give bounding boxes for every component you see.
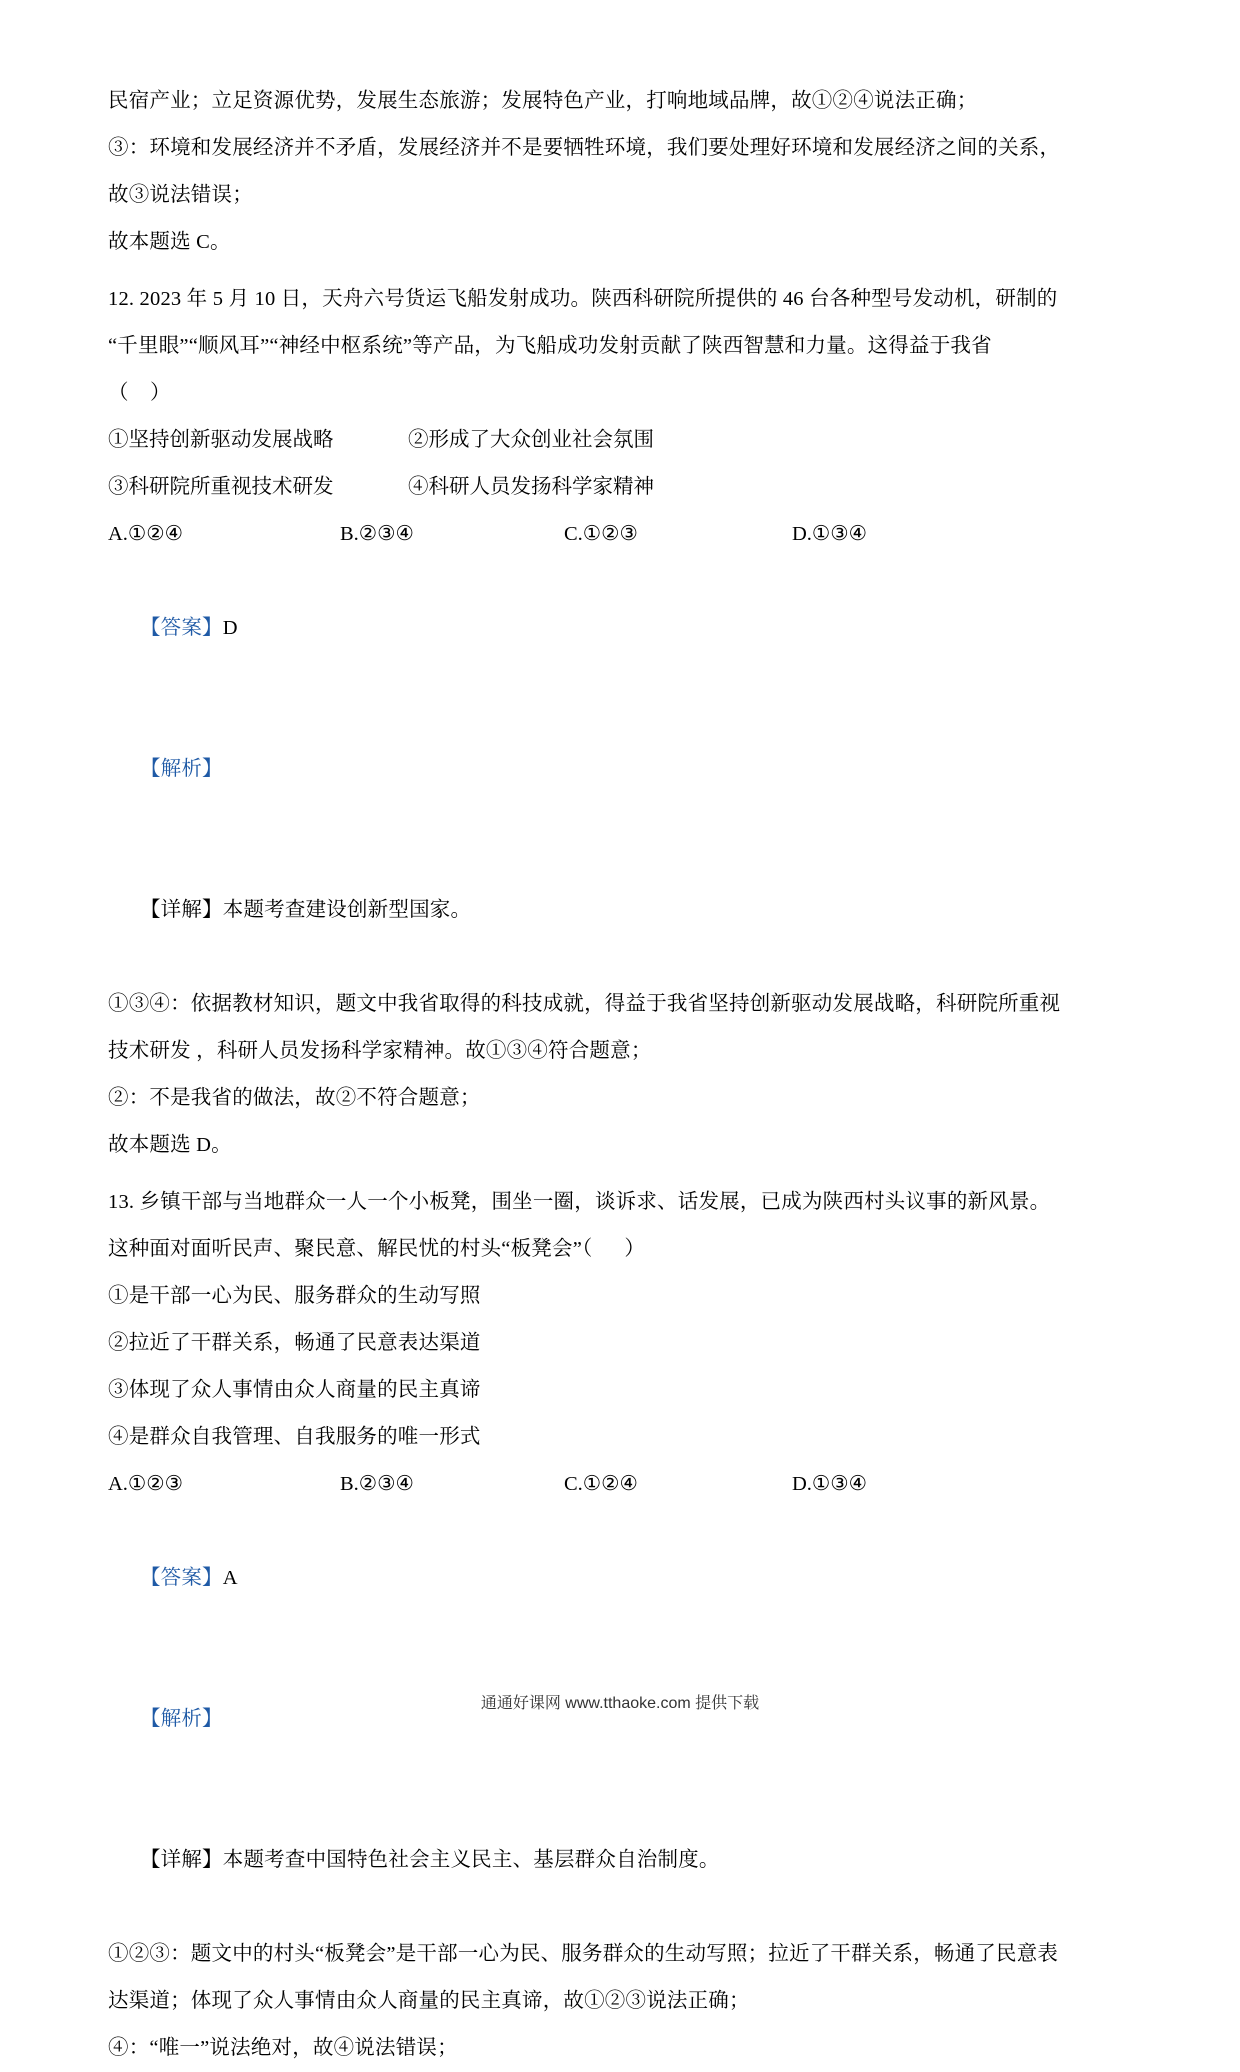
question-13-item-1: ①是干部一心为民、服务群众的生动写照 <box>108 1285 481 1307</box>
answer-value: A <box>222 1567 238 1589</box>
question-13-detail <box>108 1790 1128 1931</box>
question-13-answer <box>108 1508 1128 1649</box>
answer-label: 【答案】 <box>139 1567 223 1589</box>
question-12-explanation-line: ①③④：依据教材知识，题文中我省取得的科技成就，得益于我省坚持创新驱动发展战略，科研院所重视 <box>108 993 1061 1015</box>
question-13-item-2: ②拉近了干群关系，畅通了民意表达渠道 <box>108 1332 481 1354</box>
question-12-stem-line-1: 12. 2023 年 5 月 10 日，天舟六号货运飞船发射成功。陕西科研院所提供的 46 台各种型号发动机，研制的 <box>108 288 1058 310</box>
question-13-stem-line-1: 13. 乡镇干部与当地群众一人一个小板凳，围坐一圈，谈诉求、话发展，已成为陕西村头议事的新风景。 <box>108 1191 1051 1213</box>
analysis-label: 【解析】 <box>139 1708 223 1730</box>
question-12-stem-line-3: （ ） <box>108 382 171 404</box>
question-12-item-2: ②形成了大众创业社会氛围 <box>408 429 654 451</box>
paragraph-line: 故本题选 C。 <box>108 231 231 253</box>
answer-value: D <box>222 617 238 639</box>
question-12-option-c[interactable]: C.①②③ <box>564 523 638 545</box>
question-12 <box>108 276 1128 1169</box>
question-12-detail <box>108 840 1128 981</box>
question-13-analysis <box>108 1649 1128 1790</box>
question-12-item-1: ①坚持创新驱动发展战略 <box>108 429 334 451</box>
question-13-item-3: ③体现了众人事情由众人商量的民主真谛 <box>108 1379 481 1401</box>
question-13-item-4: ④是群众自我管理、自我服务的唯一形式 <box>108 1426 481 1448</box>
question-12-explanation-line: 技术研发 ，科研人员发扬科学家精神。故①③④符合题意； <box>108 1040 652 1062</box>
question-13-option-a[interactable]: A.①②③ <box>108 1473 184 1495</box>
question-12-options <box>108 511 1128 558</box>
question-13-options <box>108 1461 1128 1508</box>
paragraph-line: 故③说法错误； <box>108 184 253 206</box>
question-12-item-3: ③科研院所重视技术研发 <box>108 476 334 498</box>
paragraph-line: ③：环境和发展经济并不矛盾，发展经济并不是要牺牲环境，我们要处理好环境和发展经济之间的关系， <box>108 137 1061 159</box>
analysis-label: 【解析】 <box>139 758 223 780</box>
question-12-option-d[interactable]: D.①③④ <box>792 523 868 545</box>
question-13 <box>108 1179 1128 2072</box>
paragraph-line: 民宿产业；立足资源优势，发展生态旅游；发展特色产业，打响地域品牌，故①②④说法正确； <box>108 90 978 112</box>
question-12-option-b[interactable]: B.②③④ <box>340 523 414 545</box>
page-footer: 通通好课网 www.tthaoke.com 提供下载 <box>480 1695 760 1712</box>
question-12-analysis <box>108 699 1128 840</box>
question-12-explanation-line: ②：不是我省的做法，故②不符合题意； <box>108 1087 481 1109</box>
question-12-stem-line-2: “千里眼”“顺风耳”“神经中枢系统”等产品，为飞船成功发射贡献了陕西智慧和力量。这得益于我省 <box>108 335 992 357</box>
question-13-option-d[interactable]: D.①③④ <box>792 1473 868 1495</box>
question-12-item-4: ④科研人员发扬科学家精神 <box>408 476 654 498</box>
question-13-option-b[interactable]: B.②③④ <box>340 1473 414 1495</box>
question-12-explanation-line: 故本题选 D。 <box>108 1134 232 1156</box>
detail-text: 本题考查中国特色社会主义民主、基层群众自治制度。 <box>222 1849 720 1871</box>
question-13-explanation-line: ①②③：题文中的村头“板凳会”是干部一心为民、服务群众的生动写照；拉近了干群关系，畅通了民意表 <box>108 1943 1059 1965</box>
question-12-option-a[interactable]: A.①②④ <box>108 523 184 545</box>
question-13-stem-line-2: 这种面对面听民声、聚民意、解民忧的村头“板凳会”（ ） <box>108 1238 646 1260</box>
question-12-item-row <box>108 464 1128 511</box>
question-13-explanation-line: 达渠道；体现了众人事情由众人商量的民主真谛，故①②③说法正确； <box>108 1990 750 2012</box>
detail-label: 【详解】 <box>139 1849 223 1871</box>
answer-label: 【答案】 <box>139 617 223 639</box>
question-12-answer <box>108 558 1128 699</box>
detail-text: 本题考查建设创新型国家。 <box>222 899 472 921</box>
question-13-option-c[interactable]: C.①②④ <box>564 1473 638 1495</box>
question-13-explanation-line: ④：“唯一”说法绝对，故④说法错误； <box>108 2037 458 2059</box>
detail-label: 【详解】 <box>139 899 223 921</box>
question-12-item-row <box>108 417 1128 464</box>
